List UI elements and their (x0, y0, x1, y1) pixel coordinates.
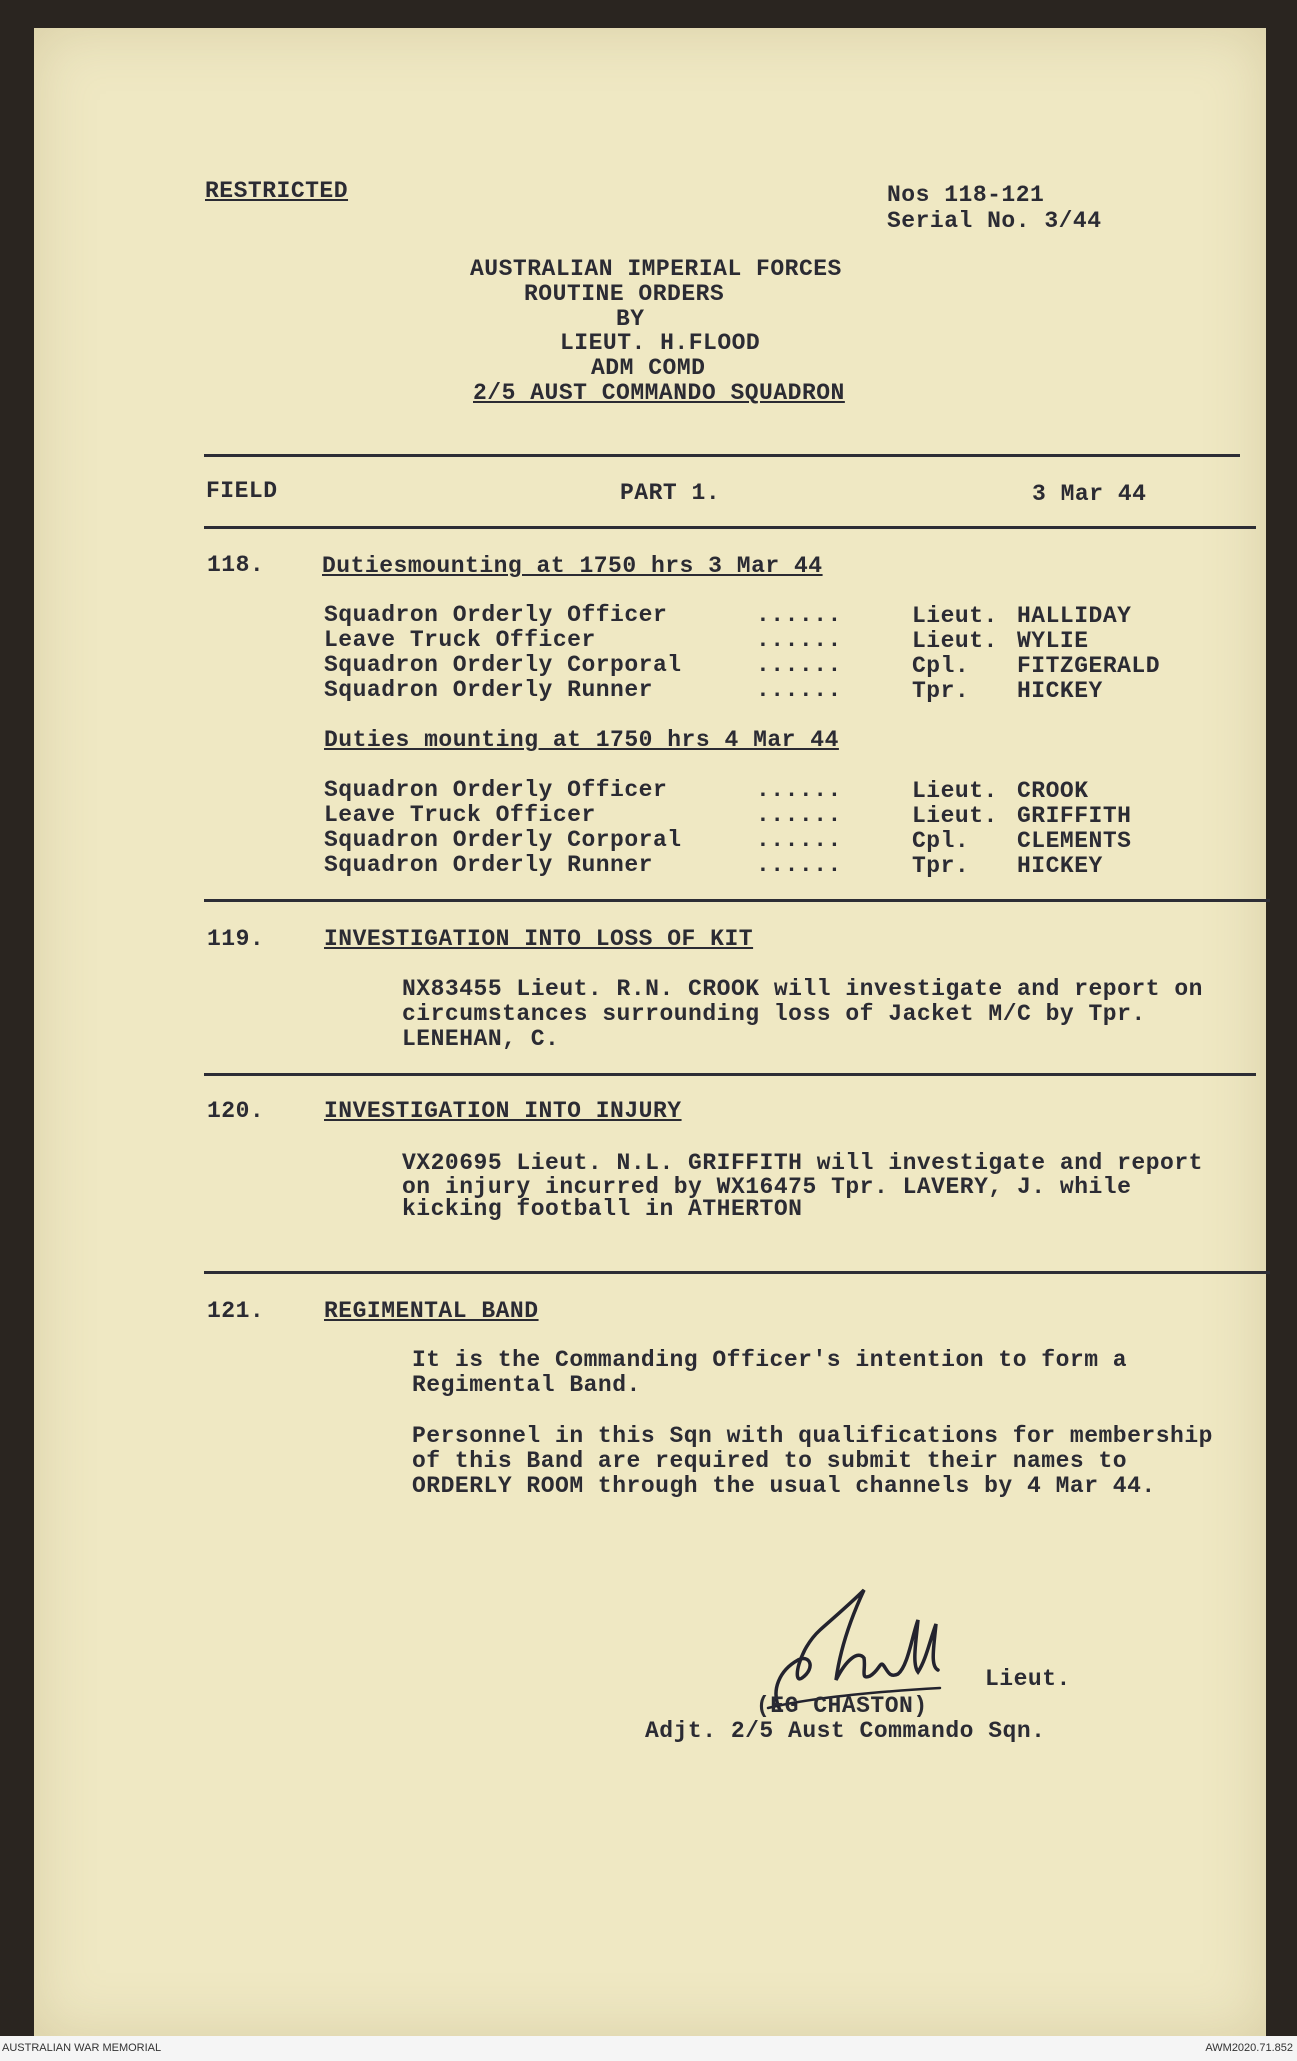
classification-label: RESTRICTED (205, 178, 349, 204)
signatory-rank: Lieut. (985, 1666, 1071, 1692)
order-body-line: on injury incurred by WX16475 Tpr. LAVERY, J. while (402, 1174, 1132, 1200)
duty-rank: Lieut. (912, 628, 998, 654)
duty-leader: ...... (756, 777, 842, 803)
duty-rank: Tpr. (912, 678, 970, 704)
order-body-line: Personnel in this Sqn with qualifications for membership (412, 1423, 1213, 1449)
divider (204, 526, 1256, 529)
duty-name: WYLIE (1017, 628, 1089, 654)
duty-role: Squadron Orderly Corporal (324, 652, 682, 678)
duty-rank: Cpl. (912, 653, 970, 679)
duty-role: Leave Truck Officer (324, 802, 596, 828)
order-date: 3 Mar 44 (1032, 481, 1147, 507)
title-line: BY (616, 306, 645, 332)
divider (204, 1271, 1270, 1274)
duty-role: Squadron Orderly Runner (324, 852, 653, 878)
section-heading: INVESTIGATION INTO INJURY (324, 1098, 682, 1124)
section-heading: Dutiesmounting at 1750 hrs 3 Mar 44 (322, 553, 823, 579)
order-number: 119. (207, 926, 265, 952)
serial-number: Serial No. 3/44 (887, 208, 1102, 234)
title-line: ADM COMD (591, 355, 706, 381)
duty-name: HICKEY (1017, 678, 1103, 704)
order-body-line: VX20695 Lieut. N.L. GRIFFITH will investigate and report (402, 1150, 1203, 1176)
duty-name: CROOK (1017, 778, 1089, 804)
title-line: LIEUT. H.FLOOD (560, 330, 761, 356)
duty-rank: Cpl. (912, 828, 970, 854)
duty-leader: ...... (756, 852, 842, 878)
duty-leader: ...... (756, 802, 842, 828)
order-numbers: Nos 118-121 (887, 182, 1045, 208)
order-body-line: LENEHAN, C. (402, 1026, 560, 1052)
divider (204, 899, 1270, 902)
signatory-appointment: Adjt. 2/5 Aust Commando Sqn. (645, 1718, 1046, 1744)
order-number: 121. (207, 1298, 265, 1324)
section-heading: Duties mounting at 1750 hrs 4 Mar 44 (324, 727, 839, 753)
archive-reference: AWM2020.71.852 (1205, 2042, 1293, 2054)
order-body-line: NX83455 Lieut. R.N. CROOK will investigate and report on (402, 976, 1203, 1002)
title-line: ROUTINE ORDERS (524, 281, 725, 307)
order-body-line: Regimental Band. (412, 1372, 641, 1398)
order-body-line: It is the Commanding Officer's intention to form a (412, 1347, 1128, 1373)
duty-name: GRIFFITH (1017, 803, 1132, 829)
duty-name: FITZGERALD (1017, 653, 1161, 679)
order-body-line: of this Band are required to submit their names to (412, 1448, 1128, 1474)
part-label: PART 1. (620, 480, 721, 506)
duty-name: CLEMENTS (1017, 828, 1132, 854)
duty-leader: ...... (756, 827, 842, 853)
order-number: 118. (207, 552, 265, 578)
duty-leader: ...... (756, 627, 842, 653)
duty-rank: Lieut. (912, 778, 998, 804)
duty-leader: ...... (756, 677, 842, 703)
duty-leader: ...... (756, 602, 842, 628)
section-heading: INVESTIGATION INTO LOSS OF KIT (324, 926, 754, 952)
section-heading: REGIMENTAL BAND (324, 1298, 539, 1324)
duty-role: Squadron Orderly Corporal (324, 827, 682, 853)
order-body-line: kicking football in ATHERTON (402, 1196, 803, 1222)
location-label: FIELD (206, 478, 278, 504)
archive-footer (0, 2036, 1297, 2061)
duty-name: HICKEY (1017, 853, 1103, 879)
archive-credit: AUSTRALIAN WAR MEMORIAL (2, 2042, 162, 2054)
duty-role: Leave Truck Officer (324, 627, 596, 653)
order-body-line: circumstances surrounding loss of Jacket M/C by Tpr. (402, 1001, 1146, 1027)
duty-leader: ...... (756, 652, 842, 678)
duty-role: Squadron Orderly Runner (324, 677, 653, 703)
title-line: 2/5 AUST COMMANDO SQUADRON (473, 380, 845, 406)
duty-role: Squadron Orderly Officer (324, 602, 668, 628)
signatory-name: (EG CHASTON) (756, 1693, 928, 1719)
duty-rank: Tpr. (912, 853, 970, 879)
order-number: 120. (207, 1098, 265, 1124)
title-line: AUSTRALIAN IMPERIAL FORCES (470, 256, 842, 282)
duty-rank: Lieut. (912, 803, 998, 829)
duty-name: HALLIDAY (1017, 603, 1132, 629)
divider (204, 1073, 1256, 1076)
divider (204, 454, 1240, 457)
duty-role: Squadron Orderly Officer (324, 777, 668, 803)
order-body-line: ORDERLY ROOM through the usual channels by 4 Mar 44. (412, 1473, 1156, 1499)
duty-rank: Lieut. (912, 603, 998, 629)
